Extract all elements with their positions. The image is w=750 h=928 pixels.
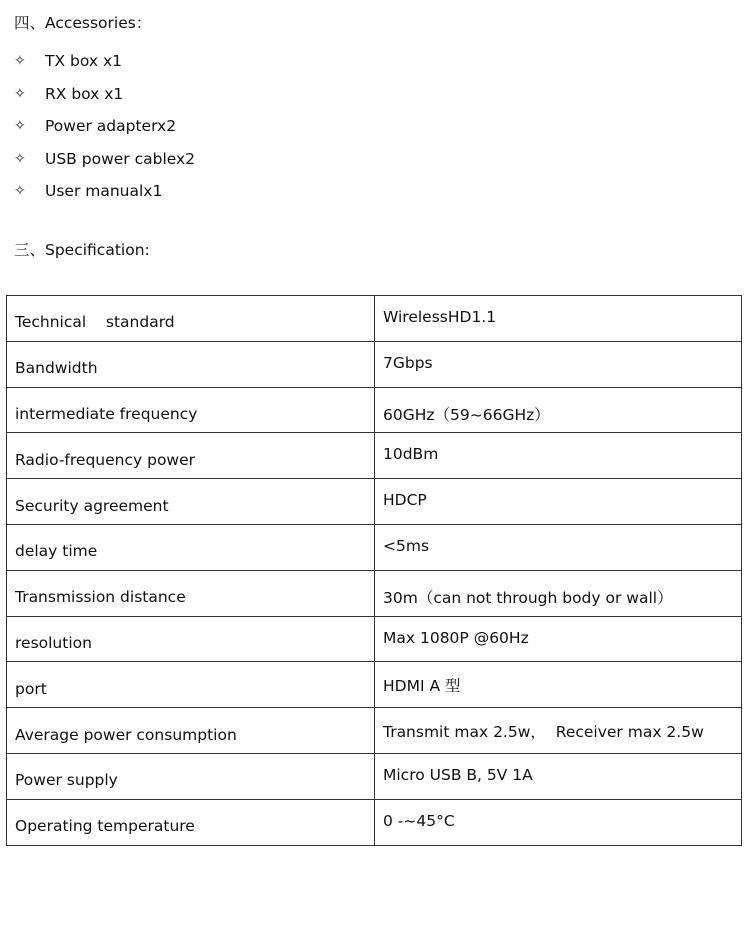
- spec-label: Security agreement: [7, 479, 375, 525]
- table-row: [7, 433, 742, 479]
- spec-label: Operating temperature: [7, 799, 375, 845]
- spec-label: Bandwidth: [7, 341, 375, 387]
- accessory-label: Power adapterx2: [45, 117, 177, 136]
- list-item: [14, 110, 195, 143]
- accessory-label: TX box x1: [45, 52, 122, 71]
- spec-label: port: [7, 662, 375, 708]
- accessories-heading: 四、Accessories：: [14, 14, 152, 32]
- table-row: [7, 708, 742, 754]
- spec-value: WirelessHD1.1: [375, 296, 742, 342]
- list-item: [14, 143, 195, 176]
- table-row: [7, 616, 742, 662]
- accessory-label: RX box x1: [45, 84, 124, 103]
- spec-value: 10dBm: [375, 433, 742, 479]
- spec-label: Average power consumption: [7, 708, 375, 754]
- specification-heading: 三、Specification:: [14, 241, 150, 259]
- spec-value: 30m（can not through body or wall）: [375, 570, 742, 616]
- spec-value: <5ms: [375, 524, 742, 570]
- table-row: [7, 570, 742, 616]
- spec-value: 60GHz（59~66GHz）: [375, 387, 742, 433]
- spec-value: 0 -~45°C: [375, 799, 742, 845]
- diamond-bullet-icon: ✧: [14, 118, 26, 135]
- specification-table: [6, 295, 742, 846]
- accessory-label: User manualx1: [45, 182, 163, 201]
- spec-value: Micro USB B, 5V 1A: [375, 753, 742, 799]
- table-row: [7, 799, 742, 845]
- spec-label: Power supply: [7, 753, 375, 799]
- table-row: [7, 479, 742, 525]
- spec-label: delay time: [7, 524, 375, 570]
- spec-label: Transmission distance: [7, 570, 375, 616]
- table-row: [7, 341, 742, 387]
- accessories-list: [14, 45, 195, 208]
- diamond-bullet-icon: ✧: [14, 85, 26, 102]
- spec-value: HDCP: [375, 479, 742, 525]
- table-row: [7, 524, 742, 570]
- spec-value: HDMI A 型: [375, 662, 742, 708]
- spec-value: Max 1080P @60Hz: [375, 616, 742, 662]
- diamond-bullet-icon: ✧: [14, 150, 26, 167]
- table-row: [7, 662, 742, 708]
- diamond-bullet-icon: ✧: [14, 53, 26, 70]
- spec-value: Transmit max 2.5w， Receiver max 2.5w: [375, 708, 742, 754]
- list-item: [14, 175, 195, 208]
- diamond-bullet-icon: ✧: [14, 183, 26, 200]
- table-row: [7, 387, 742, 433]
- spec-label: intermediate frequency: [7, 387, 375, 433]
- table-row: [7, 753, 742, 799]
- accessory-label: USB power cablex2: [45, 149, 196, 168]
- spec-label: resolution: [7, 616, 375, 662]
- table-row: [7, 296, 742, 342]
- spec-label: Technical standard: [7, 296, 375, 342]
- list-item: [14, 45, 195, 78]
- list-item: [14, 78, 195, 111]
- spec-label: Radio-frequency power: [7, 433, 375, 479]
- spec-value: 7Gbps: [375, 341, 742, 387]
